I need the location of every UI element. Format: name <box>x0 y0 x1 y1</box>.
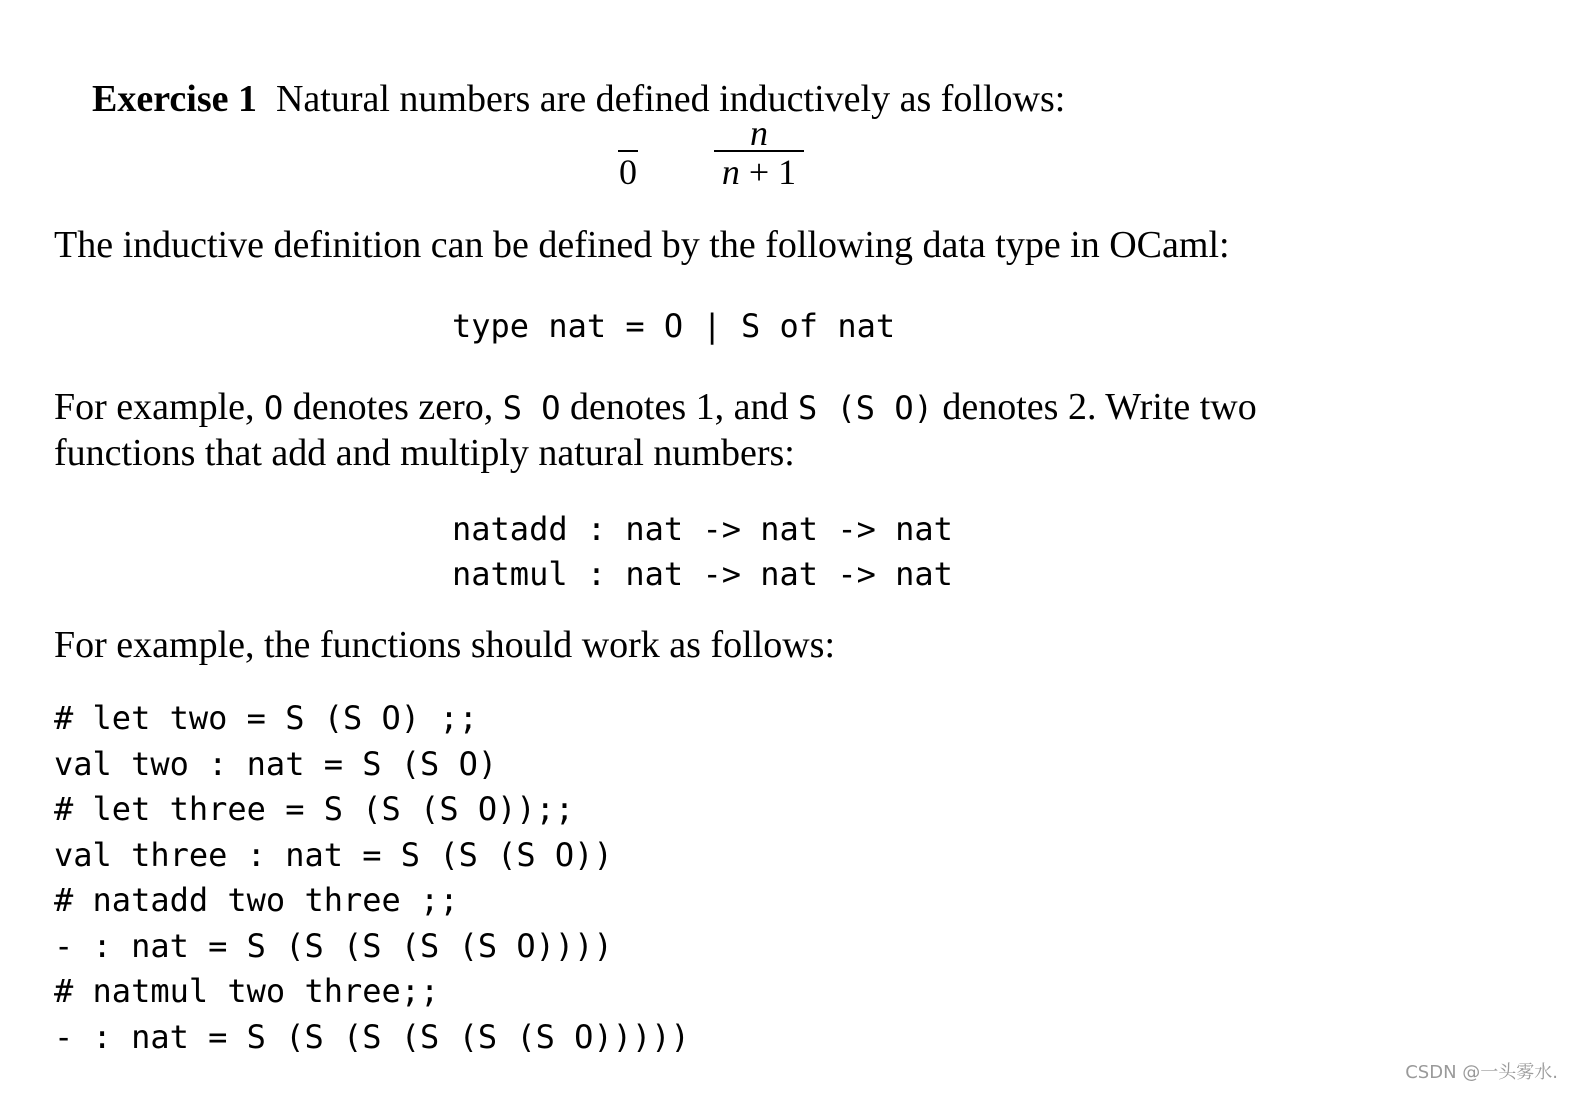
watermark-text: CSDN @一头雾水. <box>1405 1062 1558 1083</box>
session-line: # natmul two three;; <box>54 972 440 1010</box>
session-line: - : nat = S (S (S (S (S (S O))))) <box>54 1018 690 1056</box>
exercise-heading <box>54 42 1065 156</box>
example-code-two: S (S O) <box>798 389 933 427</box>
exercise-label: Exercise 1 <box>92 78 257 120</box>
session-line: - : nat = S (S (S (S (S O)))) <box>54 927 613 965</box>
example-text-b: denotes zero, <box>283 386 503 428</box>
type-definition-code: type nat = O | S of nat <box>452 307 896 345</box>
successor-rule-premise: n <box>750 113 768 153</box>
successor-rule-conclusion <box>714 152 804 190</box>
session-line: val two : nat = S (S O) <box>54 745 498 783</box>
session-line: # let two = S (S O) ;; <box>54 699 478 737</box>
example-text-c: denotes 1, and <box>560 386 798 428</box>
paragraph-inductive: The inductive definition can be defined by the following data type in OCaml: <box>54 224 1230 266</box>
paragraph-example-line-1 <box>54 388 1257 426</box>
paragraph-example-line-2: functions that add and multiply natural numbers: <box>54 432 795 474</box>
successor-rule-plus-one: + 1 <box>739 152 797 192</box>
successor-rule-var: n <box>721 152 740 192</box>
example-text-a: For example, <box>54 386 265 428</box>
example-code-zero: O <box>264 389 284 427</box>
example-text-d: denotes 2. Write two <box>932 386 1257 428</box>
session-line: # natadd two three ;; <box>54 881 459 919</box>
example-code-one: S O <box>502 389 561 427</box>
successor-rule <box>714 113 804 192</box>
document-page <box>54 30 1534 1080</box>
session-line: val three : nat = S (S (S O)) <box>54 836 613 874</box>
zero-rule <box>614 116 642 190</box>
session-line: # let three = S (S (S O));; <box>54 790 575 828</box>
natadd-signature: natadd : nat -> nat -> nat <box>452 510 953 548</box>
zero-rule-premise <box>614 116 642 150</box>
inference-rules <box>614 113 854 196</box>
paragraph-example-usage: For example, the functions should work as follows: <box>54 624 836 666</box>
zero-rule-conclusion: 0 <box>619 152 637 192</box>
natmul-signature: natmul : nat -> nat -> nat <box>452 555 953 593</box>
exercise-intro: Natural numbers are defined inductively as follows: <box>275 78 1066 120</box>
